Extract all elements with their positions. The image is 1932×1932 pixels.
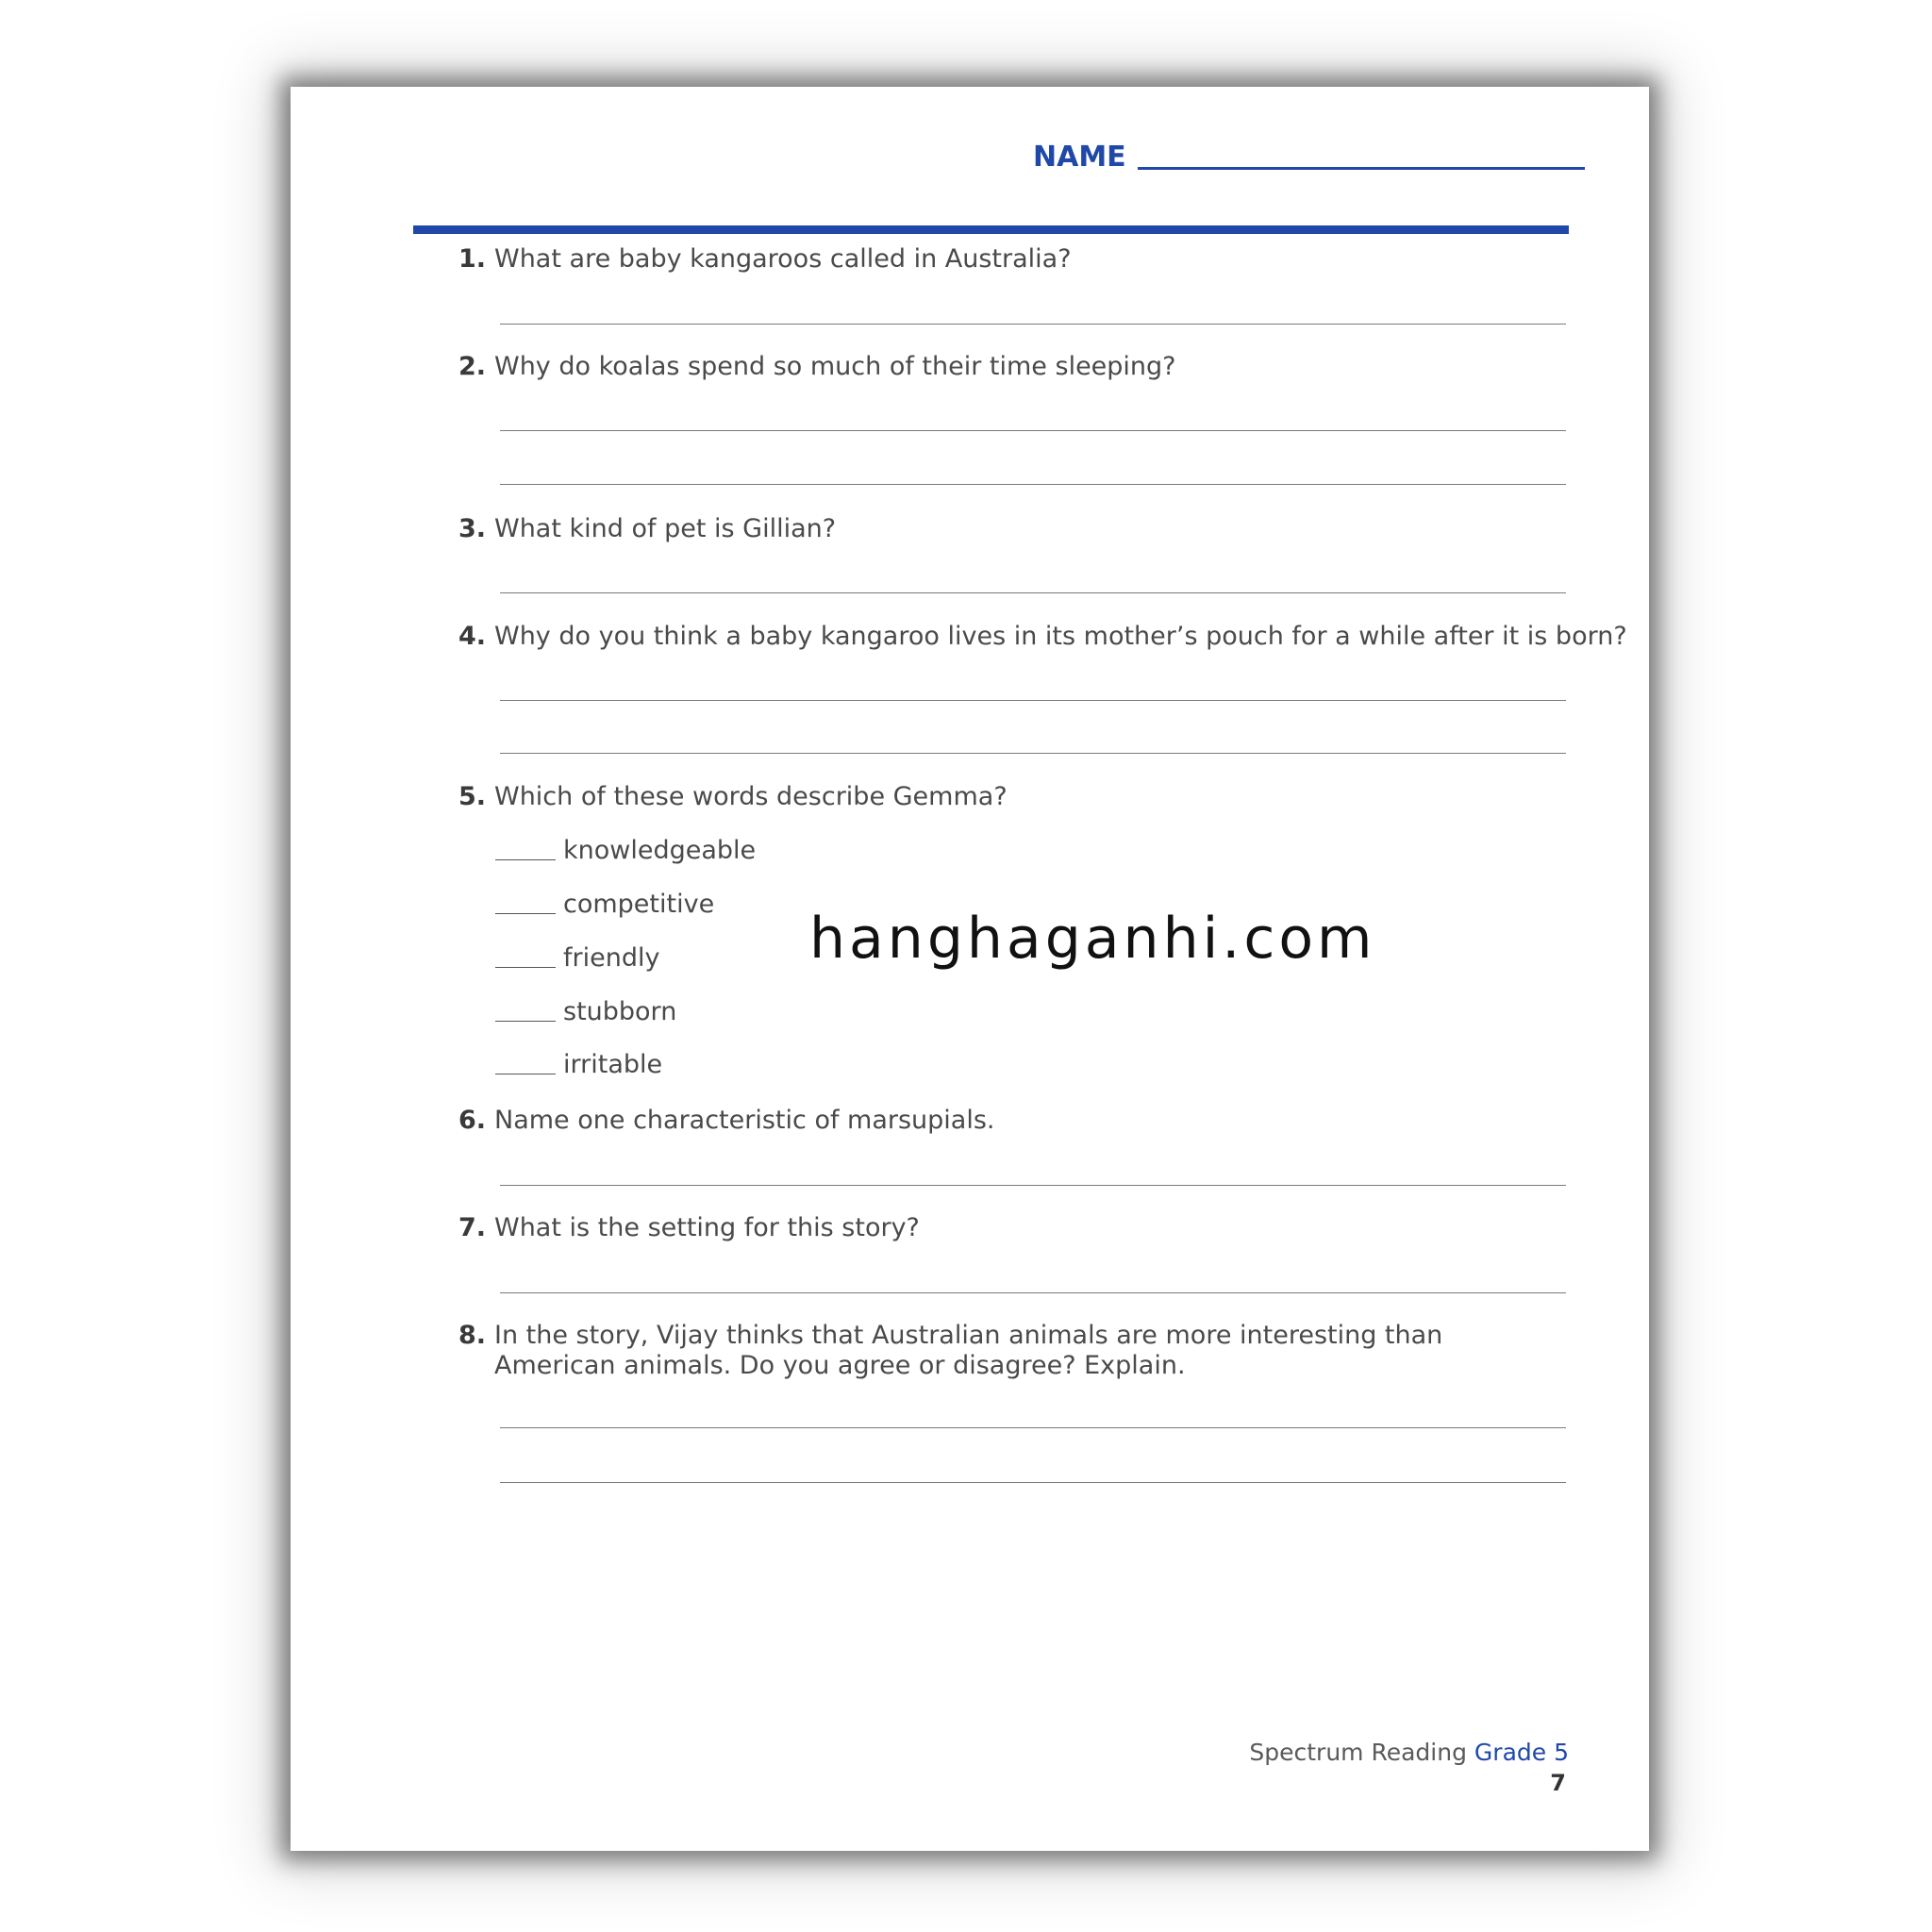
question-number: 1. (458, 244, 487, 274)
question-number: 3. (458, 514, 487, 543)
footer-book: Spectrum Reading (1249, 1739, 1467, 1766)
question-3 (458, 514, 836, 544)
option-stubborn[interactable] (495, 997, 676, 1027)
option-competitive[interactable] (495, 890, 714, 920)
answer-line[interactable] (500, 430, 1566, 431)
option-friendly[interactable] (495, 943, 659, 974)
question-text: Name one characteristic of marsupials. (494, 1106, 995, 1135)
answer-line[interactable] (500, 1427, 1566, 1428)
option-label: friendly (563, 943, 660, 973)
page-number: 7 (1550, 1770, 1566, 1796)
option-knowledgeable[interactable] (495, 836, 756, 866)
question-number: 5. (458, 782, 487, 811)
question-2 (458, 352, 1176, 382)
option-blank[interactable] (495, 913, 556, 914)
question-5 (458, 782, 1008, 812)
answer-line[interactable] (500, 753, 1566, 754)
question-number: 6. (458, 1106, 487, 1135)
option-blank[interactable] (495, 859, 556, 860)
option-label: irritable (563, 1050, 663, 1079)
option-label: competitive (563, 890, 715, 919)
question-text: In the story, Vijay thinks that Australian animals are more interesting than American animals. Do you agree or disagree? Explain. (494, 1321, 1443, 1380)
footer-book-title (1249, 1739, 1569, 1766)
answer-line[interactable] (500, 592, 1566, 593)
watermark-text: hanghaganhi.com (809, 906, 1376, 972)
question-6 (458, 1106, 995, 1136)
question-7 (458, 1213, 920, 1243)
question-text: Why do you think a baby kangaroo lives in its mother’s pouch for a while after it is born? (494, 622, 1627, 651)
question-text: Which of these words describe Gemma? (494, 782, 1008, 811)
answer-line[interactable] (500, 1185, 1566, 1186)
question-text: What are baby kangaroos called in Australia? (494, 244, 1072, 274)
name-label: NAME (1033, 141, 1126, 174)
option-irritable[interactable] (495, 1050, 662, 1080)
option-label: knowledgeable (563, 836, 757, 865)
question-text: Why do koalas spend so much of their time sleeping? (494, 352, 1176, 381)
answer-line[interactable] (500, 484, 1566, 485)
answer-line[interactable] (500, 1292, 1566, 1293)
answer-line[interactable] (500, 324, 1566, 325)
question-number: 4. (458, 622, 487, 651)
option-label: stubborn (563, 997, 677, 1026)
option-blank[interactable] (495, 967, 556, 968)
question-number: 2. (458, 352, 487, 381)
question-text: What is the setting for this story? (494, 1213, 920, 1242)
footer-grade: Grade 5 (1474, 1739, 1569, 1766)
question-number: 8. (458, 1321, 487, 1350)
question-text: What kind of pet is Gillian? (494, 514, 837, 543)
option-blank[interactable] (495, 1021, 556, 1022)
header-rule (413, 225, 1569, 234)
name-line[interactable] (1138, 167, 1585, 170)
answer-line[interactable] (500, 700, 1566, 701)
answer-line[interactable] (500, 1482, 1566, 1483)
question-4 (458, 622, 1627, 652)
question-8 (458, 1321, 1572, 1381)
question-1 (458, 244, 1072, 275)
name-field[interactable] (1033, 143, 1585, 172)
question-number: 7. (458, 1213, 487, 1242)
